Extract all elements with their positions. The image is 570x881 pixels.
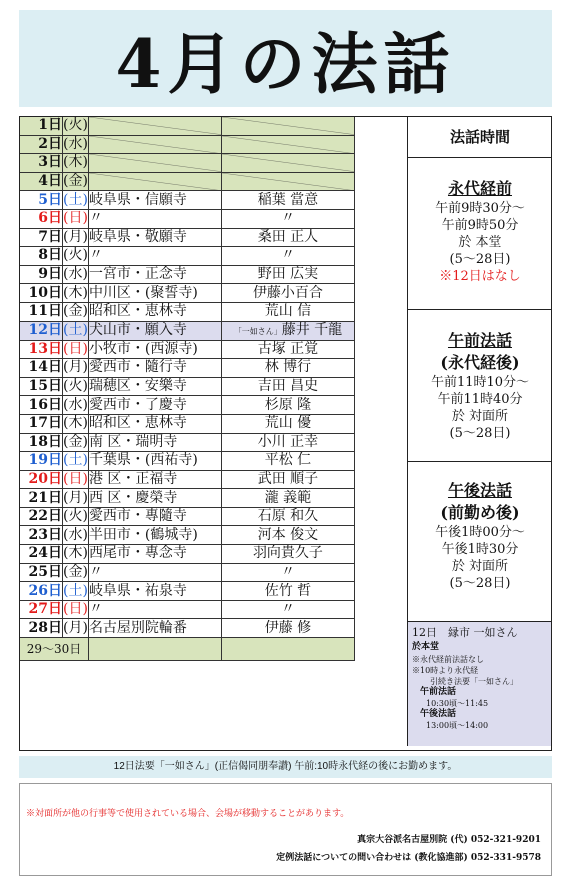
day-cell: 16日 — [20, 396, 63, 415]
day-cell: 2日 — [20, 135, 63, 154]
weekday-cell: (土) — [63, 582, 88, 599]
b3-l1: 午後1時00分〜 — [435, 525, 525, 540]
speaker-cell: 平松 仁 — [221, 452, 354, 471]
b4-pm-label: 午後法話 — [420, 709, 457, 719]
footer — [19, 783, 552, 876]
b1-l2: 午前9時50分 — [441, 218, 519, 233]
b1-title: 永代経前 — [447, 179, 512, 198]
b4-note3: 引続き法要「一如さん」 — [430, 677, 518, 686]
speaker-cell: 古塚 正覚 — [221, 340, 354, 359]
temple-cell: 愛西市・隨行寺 — [88, 359, 221, 378]
b2-title: 午前法話 — [447, 331, 512, 350]
temple-cell: 中川区・(聚誓寺) — [88, 284, 221, 303]
speaker-cell: 桑田 正人 — [221, 228, 354, 247]
weekday-cell: (金) — [63, 303, 88, 320]
day-cell: 26日 — [20, 582, 63, 601]
speaker-cell: 林 博行 — [221, 359, 354, 378]
speaker-cell: 吉田 昌史 — [221, 377, 354, 396]
speaker-cell: 小川 正幸 — [221, 433, 354, 452]
title-text: 4月の法話 — [115, 25, 456, 103]
weekday-cell: (木) — [63, 415, 88, 432]
b4-place: 於本堂 — [412, 642, 440, 652]
day-cell: 15日 — [20, 377, 63, 396]
footer-caution: ※対面所が他の行事等で使用されている場合、会場が移動することがあります。 — [26, 809, 350, 819]
temple-cell: 岐阜県・祐泉寺 — [88, 582, 221, 601]
b4-am-label: 午前法話 — [420, 687, 457, 697]
day-cell: 25日 — [20, 563, 63, 582]
speaker-cell: 河本 俊文 — [221, 526, 354, 545]
speaker-cell: 佐竹 哲 — [221, 582, 354, 601]
temple-cell: 千葉県・(西祐寺) — [88, 452, 221, 471]
temple-cell: 〃 — [88, 563, 221, 582]
footer-contact-2: 定例法話についての問い合わせは (教化協進部) 052-331-9578 — [276, 853, 541, 863]
speaker-cell: 荒山 信 — [221, 302, 354, 321]
last-day-cell: 29〜30日 — [20, 638, 89, 661]
temple-cell: 愛西市・了慶寺 — [88, 396, 221, 415]
weekday-cell: (土) — [63, 452, 88, 469]
weekday-cell: (日) — [63, 340, 88, 357]
b3-l3: 於 対面所 — [451, 559, 509, 574]
speaker-cell: 杉原 隆 — [221, 396, 354, 415]
temple-cell: 岐阜県・信願寺 — [88, 191, 221, 210]
speaker-cell: 羽向貴久子 — [221, 545, 354, 564]
day-cell: 7日 — [20, 228, 63, 247]
day-cell: 9日 — [20, 265, 63, 284]
day-cell: 13日 — [20, 340, 63, 359]
speaker-cell: 〃 — [221, 563, 354, 582]
event-tag: 「一如さん」 — [233, 326, 282, 336]
temple-cell: 港 区・正福寺 — [88, 470, 221, 489]
side-header-text: 法話時間 — [449, 128, 510, 146]
weekday-cell: (土) — [63, 322, 88, 339]
day-cell: 11日 — [20, 302, 63, 321]
day-cell: 4日 — [20, 172, 63, 191]
weekday-cell: (水) — [63, 396, 88, 413]
speaker-cell: 〃 — [221, 600, 354, 619]
temple-cell: 〃 — [88, 600, 221, 619]
b4-am-time: 10:30頃〜11:45 — [426, 699, 489, 708]
weekday-cell: (火) — [63, 508, 88, 525]
day-cell: 12日 — [20, 321, 63, 340]
weekday-cell: (水) — [63, 135, 88, 152]
weekday-cell: (水) — [63, 266, 88, 283]
day-cell: 8日 — [20, 247, 63, 266]
day-cell: 28日 — [20, 619, 63, 638]
day-cell: 5日 — [20, 191, 63, 210]
speaker-cell: 〃 — [221, 209, 354, 228]
temple-cell: 西尾市・專念寺 — [88, 545, 221, 564]
temple-cell: 小牧市・(西源寺) — [88, 340, 221, 359]
b3-title: 午後法話 — [447, 481, 512, 500]
day-cell: 18日 — [20, 433, 63, 452]
speaker-cell: 〃 — [221, 247, 354, 266]
b4-heading: 12日 縁市 一如さん — [412, 626, 518, 639]
b2-l4: (5〜28日) — [449, 426, 511, 441]
b1-note: ※12日はなし — [439, 269, 521, 284]
b2-sub: (永代経後) — [440, 353, 520, 372]
weekday-cell: (金) — [63, 433, 88, 450]
temple-cell: 犬山市・願入寺 — [88, 321, 221, 340]
b2-l2: 午前11時40分 — [437, 392, 523, 407]
speaker-cell: 稲葉 當意 — [221, 191, 354, 210]
speaker-cell: 瀧 義範 — [221, 489, 354, 508]
weekday-cell: (土) — [63, 191, 88, 208]
day-cell: 27日 — [20, 600, 63, 619]
page-title — [19, 10, 552, 107]
weekday-cell: (月) — [63, 228, 88, 245]
day-cell: 6日 — [20, 209, 63, 228]
b2-l1: 午前11時10分〜 — [430, 375, 530, 390]
temple-cell: 〃 — [88, 247, 221, 266]
temple-cell: 名古屋別院輪番 — [88, 619, 221, 638]
speaker-cell: 石原 和久 — [221, 507, 354, 526]
table-frame — [19, 116, 552, 751]
day-cell: 21日 — [20, 489, 63, 508]
weekday-cell: (木) — [63, 284, 88, 301]
b1-l3: 於 本堂 — [458, 235, 502, 250]
weekday-cell: (水) — [63, 526, 88, 543]
b4-note1: ※永代経前法話なし — [412, 655, 484, 664]
temple-cell: 一宮市・正念寺 — [88, 265, 221, 284]
weekday-cell: (火) — [63, 378, 88, 395]
speaker-cell: 野田 広実 — [221, 265, 354, 284]
weekday-cell: (木) — [63, 545, 88, 562]
weekday-cell: (日) — [63, 210, 88, 227]
day-cell: 14日 — [20, 359, 63, 378]
weekday-cell: (月) — [63, 359, 88, 376]
day-cell: 20日 — [20, 470, 63, 489]
b3-l2: 午後1時30分 — [441, 542, 519, 557]
b2-l3: 於 対面所 — [451, 409, 509, 424]
weekday-cell: (火) — [63, 117, 88, 134]
weekday-cell: (金) — [63, 173, 88, 190]
temple-cell: 愛西市・專隨寺 — [88, 507, 221, 526]
speaker-cell: 武田 順子 — [221, 470, 354, 489]
speaker-cell: 荒山 優 — [221, 414, 354, 433]
footer-contact-1: 真宗大谷派名古屋別院 (代) 052-321-9201 — [357, 835, 541, 845]
middle-note: 12日法要「一如さん」(正信偈同朋奉讃) 午前:10時永代経の後にお勤めます。 — [19, 756, 552, 778]
weekday-cell: (月) — [63, 489, 88, 506]
weekday-cell: (日) — [63, 470, 88, 487]
speaker-cell: 伊藤小百合 — [221, 284, 354, 303]
temple-cell: 昭和区・恵林寺 — [88, 414, 221, 433]
day-cell: 19日 — [20, 452, 63, 471]
b3-sub: (前勤め後) — [440, 503, 520, 522]
b3-l4: (5〜28日) — [449, 576, 511, 591]
day-cell: 1日 — [20, 117, 63, 136]
temple-cell: 南 区・瑞明寺 — [88, 433, 221, 452]
weekday-cell: (木) — [63, 154, 88, 171]
b4-pm-time: 13:00頃〜14:00 — [426, 721, 489, 730]
speaker-cell: 伊藤 修 — [221, 619, 354, 638]
day-cell: 23日 — [20, 526, 63, 545]
day-cell: 3日 — [20, 154, 63, 173]
day-cell: 17日 — [20, 414, 63, 433]
day-cell: 24日 — [20, 545, 63, 564]
weekday-cell: (金) — [63, 563, 88, 580]
day-cell: 22日 — [20, 507, 63, 526]
temple-cell: 半田市・(鶴城寺) — [88, 526, 221, 545]
day-cell: 10日 — [20, 284, 63, 303]
b1-l4: (5〜28日) — [449, 252, 511, 267]
b4-note2: ※10時より永代経 — [412, 666, 479, 675]
weekday-cell: (日) — [63, 601, 88, 618]
temple-cell: 瑞穂区・安樂寺 — [88, 377, 221, 396]
weekday-cell: (火) — [63, 247, 88, 264]
temple-cell: 岐阜県・敬願寺 — [88, 228, 221, 247]
weekday-cell: (月) — [63, 619, 88, 636]
temple-cell: 〃 — [88, 209, 221, 228]
speaker-name: 藤井 千龍 — [281, 321, 343, 338]
temple-cell: 西 区・慶榮寺 — [88, 489, 221, 508]
b1-l1: 午前9時30分〜 — [435, 201, 525, 216]
temple-cell: 昭和区・恵林寺 — [88, 302, 221, 321]
